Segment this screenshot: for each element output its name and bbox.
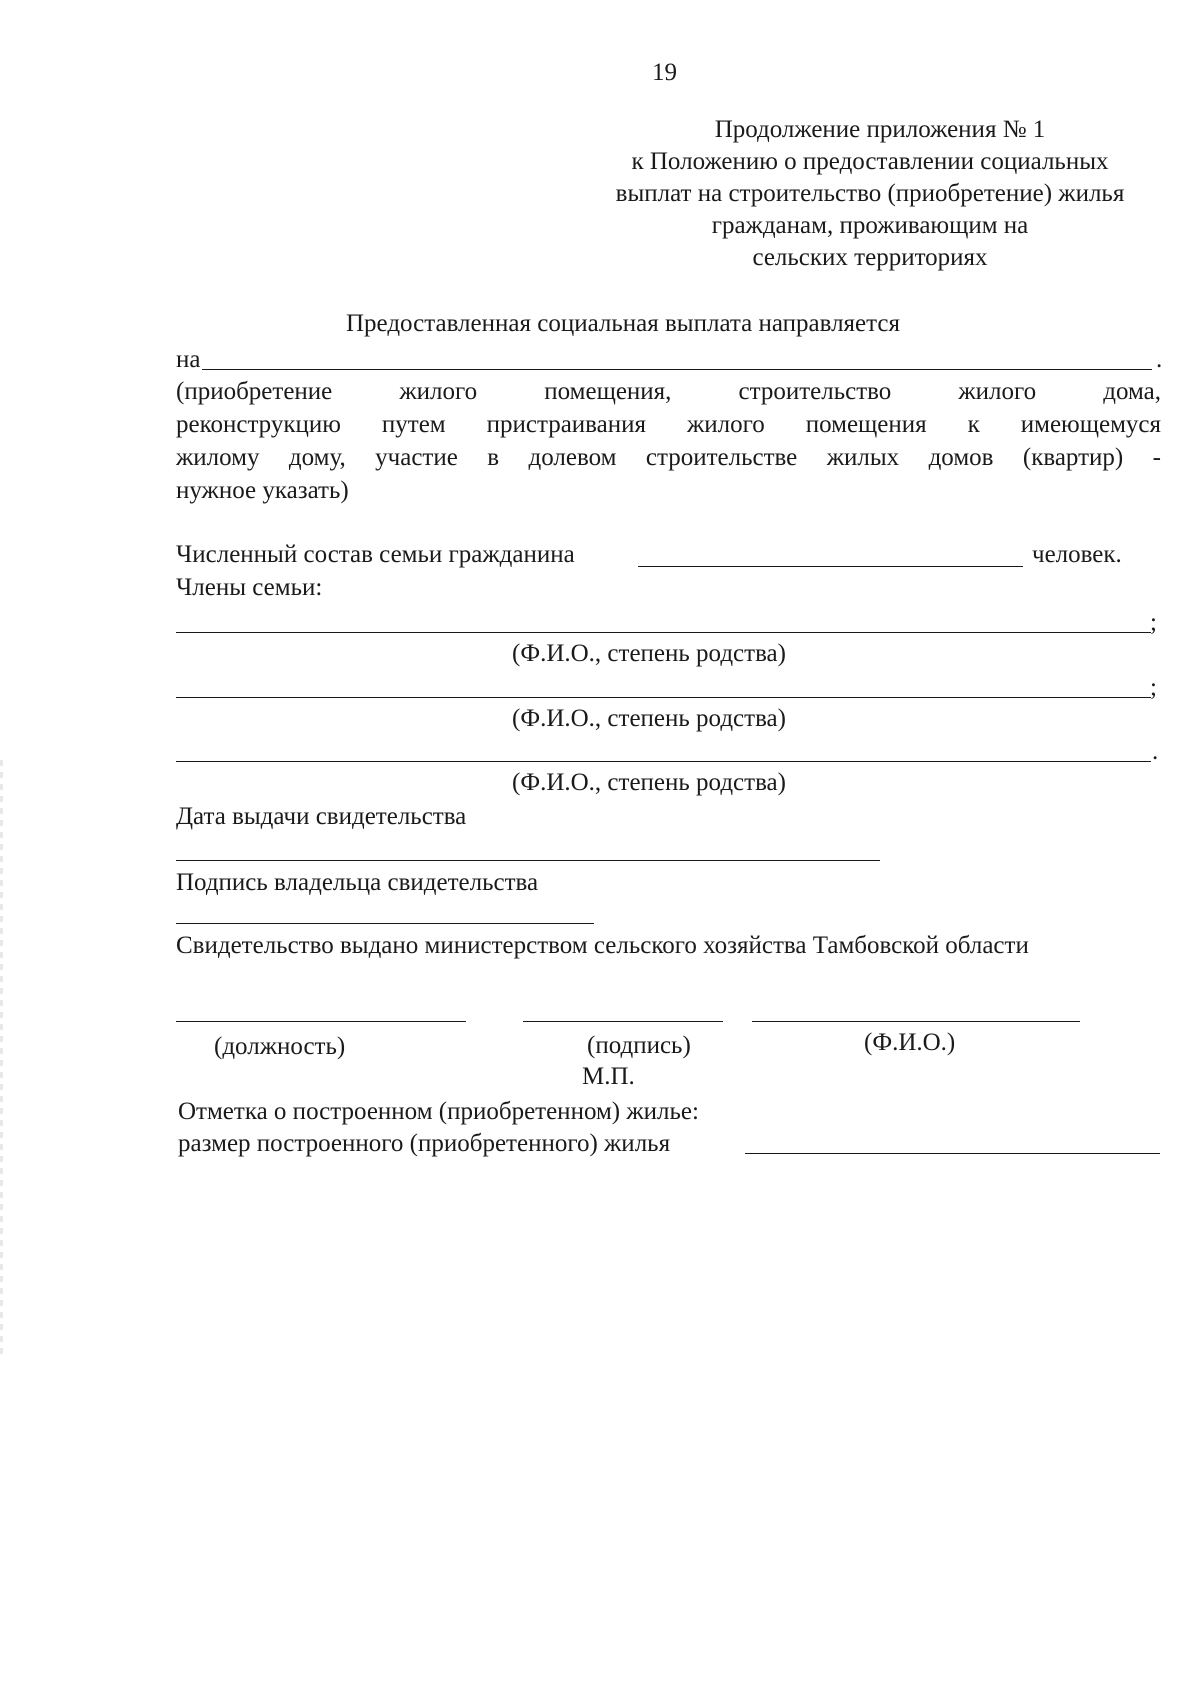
signature-caption: (подпись) [587,1032,691,1059]
issue-date-label: Дата выдачи свидетельства [176,803,467,830]
seal-mark: М.П. [582,1063,635,1090]
header-line-1: Продолжение приложения № 1 [714,116,1046,143]
header-line-2: к Положению о предоставлении социальных [631,148,1109,175]
housing-size-label: размер построенного (приобретенного) жилья [178,1130,671,1157]
family-member-2-caption: (Ф.И.О., степень родства) [512,705,786,732]
family-size-label: Численный состав семьи гражданина [176,541,575,568]
direction-end-mark: . [1156,346,1163,373]
direction-note-line-1: (приобретение жилого помещения, строительство жилого дома, [176,378,1161,405]
housing-mark-label: Отметка о построенном (приобретенном) жилье: [178,1098,699,1125]
header-line-4: гражданам, проживающим на [711,212,1029,239]
signature-field-line[interactable] [523,1021,723,1022]
issue-date-field-line[interactable] [176,860,880,861]
direction-prefix: на [176,346,201,373]
position-caption: (должность) [214,1033,346,1060]
family-member-1-caption: (Ф.И.О., степень родства) [512,640,786,667]
family-member-1-line[interactable] [176,632,1151,633]
direction-title: Предоставленная социальная выплата направляется [346,310,900,337]
page-number: 19 [652,59,677,86]
family-members-label: Члены семьи: [176,574,323,601]
family-member-2-end-mark: ; [1150,674,1157,701]
position-field-line[interactable] [176,1021,466,1022]
family-member-1-end-mark: ; [1150,609,1157,636]
scan-edge-artifact [0,760,3,1360]
header-line-5: сельских территориях [752,244,988,271]
housing-size-field-line[interactable] [745,1153,1160,1154]
direction-note-line-4: нужное указать) [176,477,349,504]
family-size-field-line[interactable] [638,566,1023,567]
header-line-3: выплат на строительство (приобретение) жилья [615,180,1125,207]
direction-field-line[interactable] [202,369,1152,370]
direction-note-line-3: жилому дому, участие в долевом строительстве жилых домов (квартир) - [176,444,1161,471]
owner-signature-field-line[interactable] [176,923,594,924]
name-caption: (Ф.И.О.) [864,1029,956,1056]
family-member-3-caption: (Ф.И.О., степень родства) [512,769,786,796]
direction-note-line-2: реконструкцию путем пристраивания жилого помещения к имеющемуся [176,411,1161,438]
owner-signature-label: Подпись владельца свидетельства [176,869,539,896]
family-size-unit: человек. [1032,541,1122,568]
family-member-3-end-mark: . [1152,738,1159,765]
header-block [560,114,1180,274]
name-field-line[interactable] [752,1021,1080,1022]
family-member-2-line[interactable] [176,697,1151,698]
issued-by-text: Свидетельство выдано министерством сельского хозяйства Тамбовской области [176,932,1029,959]
family-member-3-line[interactable] [176,761,1151,762]
